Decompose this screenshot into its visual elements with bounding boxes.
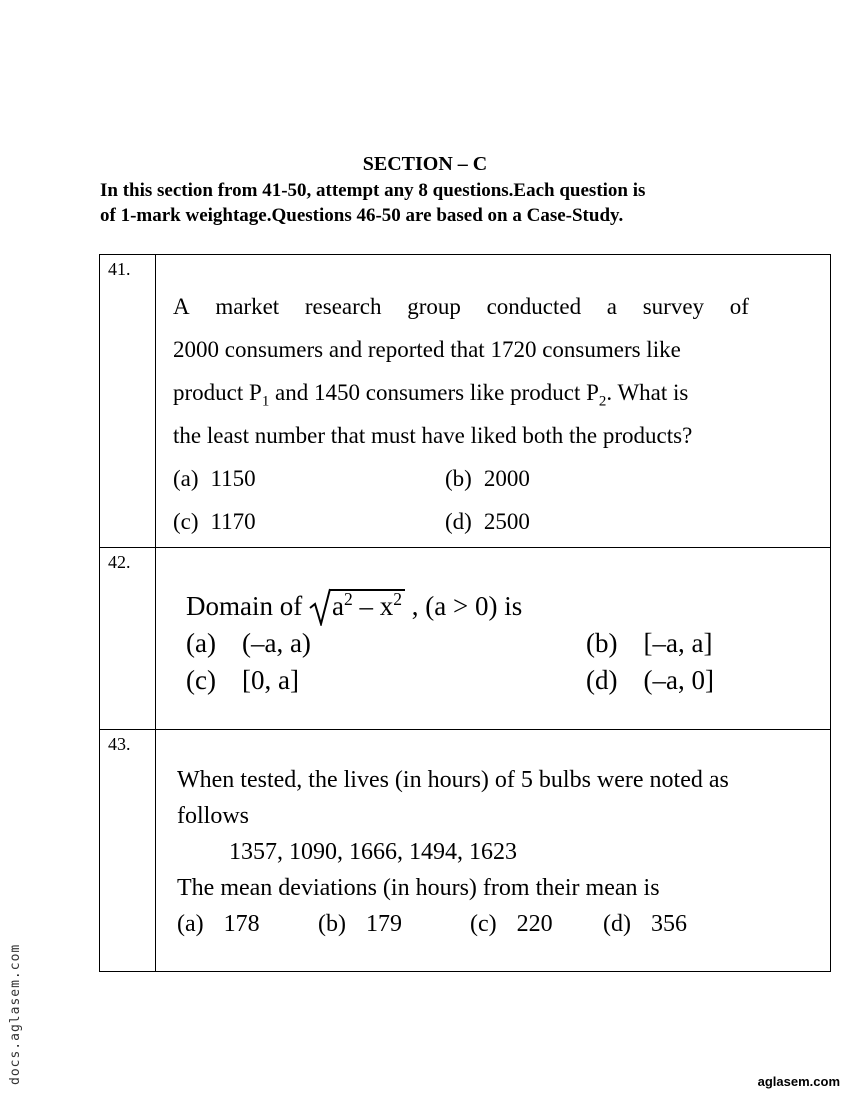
option-text: 1170 xyxy=(210,509,256,534)
option-letter: (d) xyxy=(445,509,472,534)
stem-word: conducted xyxy=(486,294,582,319)
question-data-line: 1357, 1090, 1666, 1494, 1623 xyxy=(229,839,517,865)
exponent: 2 xyxy=(393,589,402,609)
radicand-base: a xyxy=(331,591,344,621)
option-letter: (b) xyxy=(586,628,618,658)
option-text: 1150 xyxy=(210,466,256,491)
radicand xyxy=(329,589,405,621)
option-text: 356 xyxy=(650,911,687,937)
question-row-43 xyxy=(100,730,831,972)
radicand-term: – x xyxy=(352,591,394,621)
question-number: 41. xyxy=(100,255,156,548)
stem-text: and 1450 consumers like product P xyxy=(269,380,599,405)
question-stem-line: When tested, the lives (in hours) of 5 bulbs were noted as xyxy=(177,767,729,793)
option-letter: (b) xyxy=(445,466,472,491)
stem-word: market xyxy=(215,294,280,319)
question-stem-line: The mean deviations (in hours) from their mean is xyxy=(177,875,660,901)
subscript: 2 xyxy=(598,393,607,410)
side-watermark: docs.aglasem.com xyxy=(8,943,23,1085)
option-letter: (d) xyxy=(603,911,631,937)
radical-sign-icon xyxy=(309,582,331,626)
options-grid xyxy=(186,625,830,699)
footer-brand: aglasem.com xyxy=(757,1074,840,1089)
question-number: 42. xyxy=(100,548,156,730)
option-c[interactable] xyxy=(173,500,445,543)
option-letter: (b) xyxy=(318,911,346,937)
square-root xyxy=(309,588,405,625)
question-number: 43. xyxy=(100,730,156,972)
option-c[interactable] xyxy=(470,906,603,942)
option-text: 220 xyxy=(516,911,553,937)
option-text: 178 xyxy=(223,911,260,937)
stem-word: group xyxy=(407,294,461,319)
options-row xyxy=(177,906,830,942)
stem-text: product P xyxy=(173,380,262,405)
options-grid xyxy=(173,457,753,543)
question-cell xyxy=(156,730,831,972)
question-stem-line: the least number that must have liked both the products? xyxy=(173,423,693,448)
option-text: [0, a] xyxy=(241,665,299,695)
question-41-body xyxy=(156,255,753,543)
question-stem-line xyxy=(186,588,830,625)
stem-text: , (a > 0) is xyxy=(405,591,523,621)
option-letter: (a) xyxy=(177,911,204,937)
option-d[interactable] xyxy=(586,662,766,699)
stem-text: . What is xyxy=(606,380,689,405)
option-b[interactable] xyxy=(586,625,766,662)
stem-word: A xyxy=(173,294,190,319)
stem-word: a xyxy=(606,294,618,319)
instructions-line-1: In this section from 41-50, attempt any 8 questions.Each question is xyxy=(100,180,646,201)
question-cell xyxy=(156,255,831,548)
question-42-body xyxy=(156,548,830,699)
question-row-41 xyxy=(100,255,831,548)
option-text: (–a, 0] xyxy=(643,665,714,695)
option-a[interactable] xyxy=(177,906,318,942)
subscript: 1 xyxy=(261,393,270,410)
option-d[interactable] xyxy=(445,500,645,543)
option-b[interactable] xyxy=(445,457,645,500)
instructions-line-2: of 1-mark weightage.Questions 46-50 are based on a Case-Study. xyxy=(100,205,624,226)
question-stem-line xyxy=(173,371,753,414)
option-letter: (c) xyxy=(470,911,497,937)
option-text: 2000 xyxy=(483,466,530,491)
question-stem-line xyxy=(173,285,749,328)
question-row-42 xyxy=(100,548,831,730)
option-letter: (a) xyxy=(173,466,199,491)
option-b[interactable] xyxy=(318,906,470,942)
option-letter: (c) xyxy=(186,665,216,695)
exponent: 2 xyxy=(343,589,353,609)
option-c[interactable] xyxy=(186,662,586,699)
option-text: 179 xyxy=(365,911,402,937)
section-title: SECTION – C xyxy=(362,153,488,175)
option-letter: (c) xyxy=(173,509,199,534)
option-text: (–a, a) xyxy=(241,628,311,658)
option-letter: (a) xyxy=(186,628,216,658)
stem-word: of xyxy=(729,294,749,319)
option-text: [–a, a] xyxy=(643,628,713,658)
option-d[interactable] xyxy=(603,906,687,942)
question-stem-line: follows xyxy=(177,803,249,829)
section-instructions xyxy=(100,178,800,228)
stem-word: survey xyxy=(642,294,705,319)
option-a[interactable] xyxy=(173,457,445,500)
questions-table xyxy=(99,254,831,972)
stem-word: research xyxy=(304,294,382,319)
question-cell xyxy=(156,548,831,730)
stem-text: Domain of xyxy=(186,591,309,621)
question-stem-line: 2000 consumers and reported that 1720 consumers like xyxy=(173,337,681,362)
option-letter: (d) xyxy=(586,665,618,695)
question-43-body xyxy=(156,730,830,942)
option-a[interactable] xyxy=(186,625,586,662)
option-text: 2500 xyxy=(483,509,530,534)
